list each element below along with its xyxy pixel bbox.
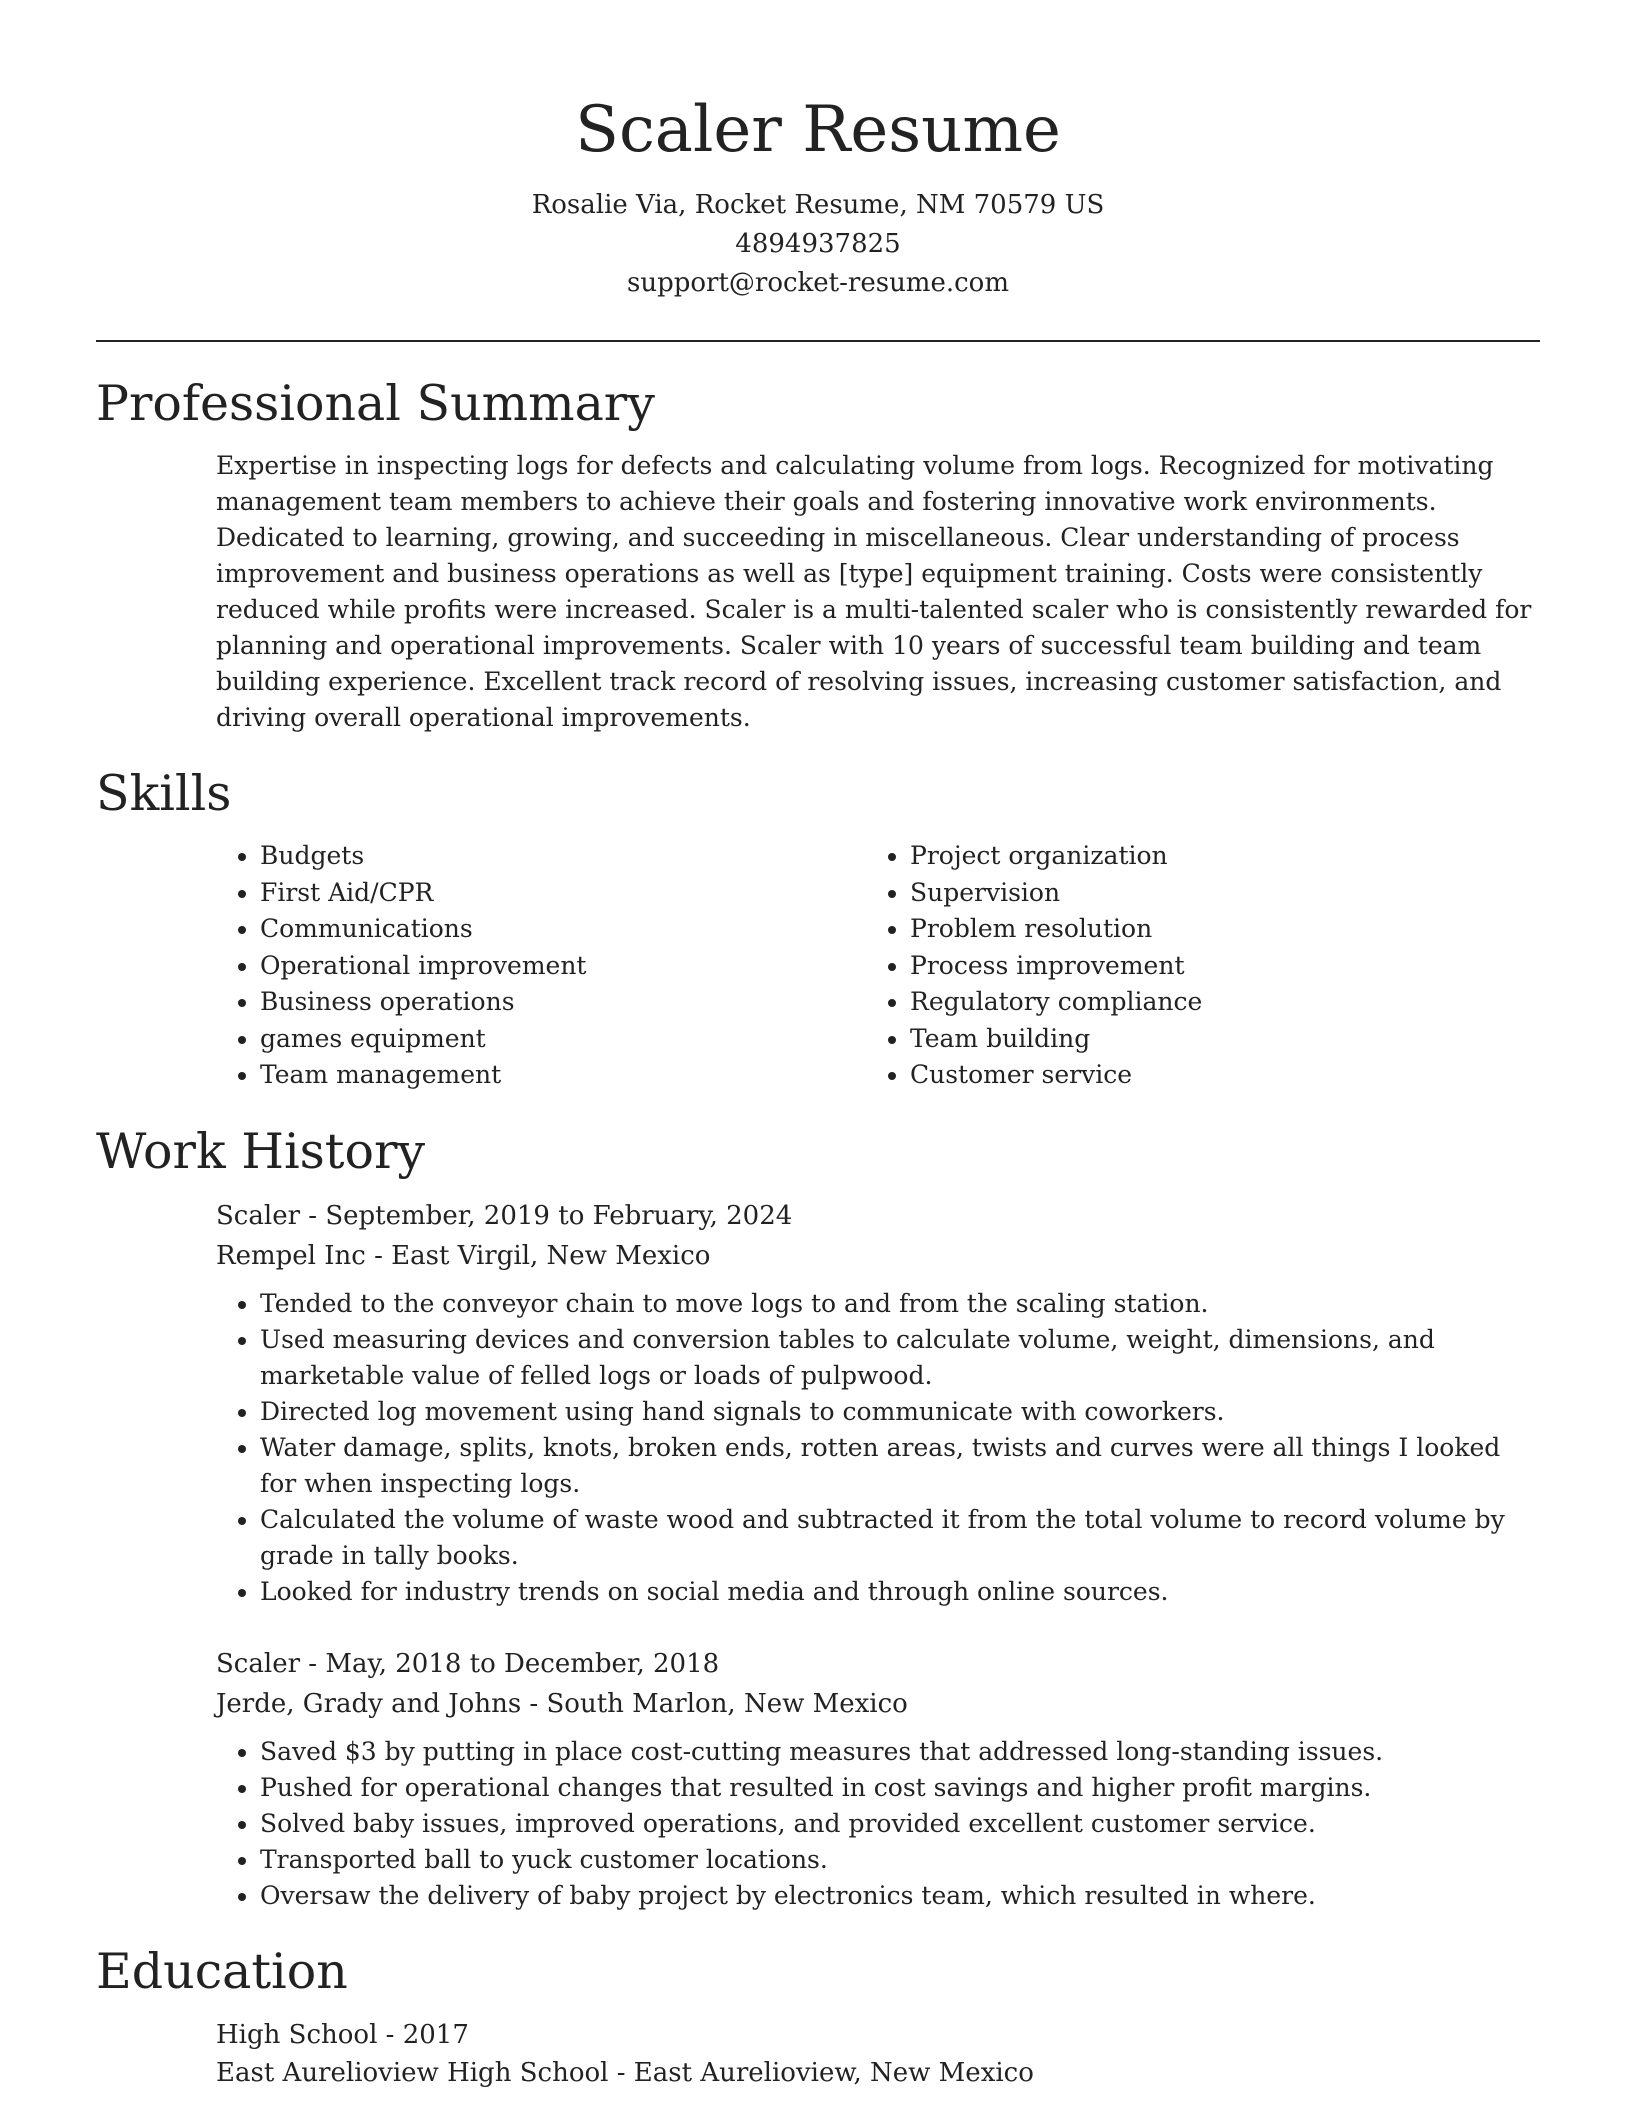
job-bullet: • Used measuring devices and conversion tables to calculate volume, weight, dimensions, and marketable value of felled logs or loads of pulpwood. [260,1322,1540,1394]
job-role: Scaler [216,1648,301,1679]
contact-address: Rosalie Via, Rocket Resume, NM 70579 US [531,190,1105,220]
skill-item: • Communications [260,911,866,948]
skill-item: • Project organization [910,838,1516,875]
skill-item: • Team management [260,1057,866,1094]
skill-item: • Operational improvement [260,948,866,985]
education-year: 2017 [402,2019,469,2050]
job-bullet: • Oversaw the delivery of baby project by electronics team, which resulted in where. [260,1878,1540,1914]
skill-item: • Process improvement [910,948,1516,985]
job-company: Jerde, Grady and Johns [216,1688,522,1719]
summary-text: Expertise in inspecting logs for defects and calculating volume from logs. Recognized for motivating management team members to achieve their goals and fostering innovative work environments. Dedicated to learning, growing, and succeeding in miscellaneous. Clear understanding of process improvement and business operations as well as [type] equipment training. Costs were consistently reduced while profits were increased. Scaler is a multi-talented scaler who is consistently rewarded for planning and operational improvements. Scaler with 10 years of successful team building and team building experience. Excellent track record of resolving issues, increasing customer satisfaction, and driving overall operational improvements. [216,451,1532,732]
contact-email: support@rocket-resume.com [626,268,1009,298]
resume-page [96,0,1540,2092]
job-bullet: • Solved baby issues, improved operations, and provided excellent customer service. [260,1806,1540,1842]
contact-block [96,186,1540,303]
job-bullet: • Directed log movement using hand signals to communicate with coworkers. [260,1394,1540,1430]
job-entry [216,1644,1540,1914]
job-bullet: • Water damage, splits, knots, broken ends, rotten areas, twists and curves were all things I looked for when inspecting logs. [260,1430,1540,1502]
skills-list-right [866,838,1516,1094]
skill-item: • Budgets [260,838,866,875]
education-degree: High School [216,2019,378,2050]
job-location: East Virgil, New Mexico [391,1240,711,1271]
skill-item: • Problem resolution [910,911,1516,948]
work-history-section [96,1120,1540,1914]
skill-item: • Supervision [910,875,1516,912]
summary-heading: Professional Summary [96,375,655,432]
skills-grid [216,838,1540,1094]
job-bullet: • Transported ball to yuck customer locations. [260,1842,1540,1878]
header-divider [96,340,1540,342]
job-bullets [216,1734,1540,1914]
skill-item: • Business operations [260,984,866,1021]
job-bullet: • Tended to the conveyor chain to move logs to and from the scaling station. [260,1286,1540,1322]
education-section [96,1940,1540,2092]
job-entry [216,1196,1540,1610]
job-title-line: Scaler - May, 2018 to December, 2018 [216,1648,720,1679]
job-company-line: Jerde, Grady and Johns - South Marlon, New Mexico [216,1688,908,1719]
job-company-line: Rempel Inc - East Virgil, New Mexico [216,1240,711,1271]
skills-heading: Skills [96,765,232,822]
job-location: South Marlon, New Mexico [546,1688,908,1719]
resume-header [96,0,1540,303]
education-degree-line: High School - 2017 [216,2019,469,2050]
education-heading: Education [96,1942,348,2000]
skill-item: • Regulatory compliance [910,984,1516,1021]
job-bullets [216,1286,1540,1610]
skill-item: • games equipment [260,1021,866,1058]
job-dates: September, 2019 to February, 2024 [325,1200,793,1231]
contact-phone: 4894937825 [735,229,901,259]
summary-section [96,372,1540,736]
education-school-line: East Aurelioview High School - East Aurelioview, New Mexico [216,2057,1034,2088]
job-bullet: • Pushed for operational changes that resulted in cost savings and higher profit margins. [260,1770,1540,1806]
job-bullet: • Calculated the volume of waste wood and subtracted it from the total volume to record volume by grade in tally books. [260,1502,1540,1574]
education-entry [216,2016,1540,2092]
education-school: East Aurelioview High School [216,2057,609,2088]
skills-list-left [216,838,866,1094]
job-title-line: Scaler - September, 2019 to February, 2024 [216,1200,793,1231]
skill-item: • Team building [910,1021,1516,1058]
education-location: East Aurelioview, New Mexico [633,2057,1034,2088]
job-bullet: • Saved $3 by putting in place cost-cutting measures that addressed long-standing issues. [260,1734,1540,1770]
skill-item: • Customer service [910,1057,1516,1094]
skills-section [96,762,1540,1094]
work-history-heading: Work History [96,1122,426,1180]
resume-title: Scaler Resume [575,93,1061,167]
job-bullet: • Looked for industry trends on social media and through online sources. [260,1574,1540,1610]
job-company: Rempel Inc [216,1240,366,1271]
skill-item: • First Aid/CPR [260,875,866,912]
job-dates: May, 2018 to December, 2018 [325,1648,720,1679]
job-role: Scaler [216,1200,301,1231]
